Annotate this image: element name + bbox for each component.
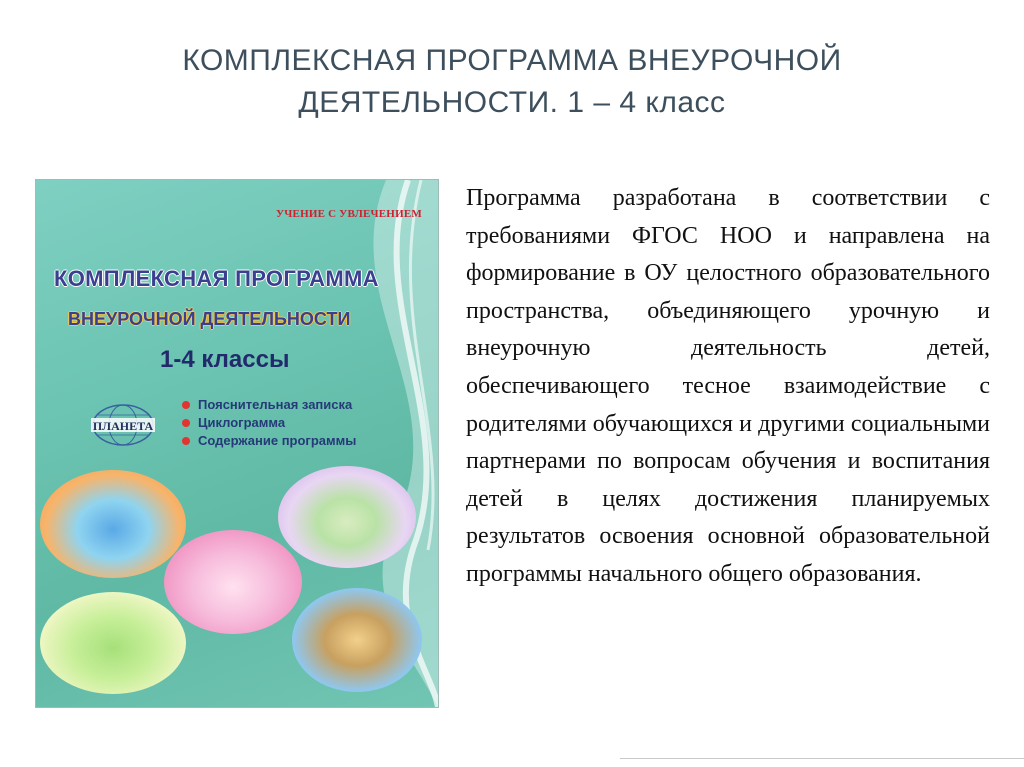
slide-title-line-2: ДЕЯТЕЛЬНОСТИ. 1 – 4 класс — [298, 86, 726, 119]
publisher-name: ПЛАНЕТА — [92, 419, 154, 433]
illustration-globe-children — [40, 470, 186, 578]
cover-series-label: УЧЕНИЕ С УВЛЕЧЕНИЕМ — [276, 208, 422, 220]
cover-bullet-text: Пояснительная записка — [198, 397, 353, 412]
slide-title — [60, 40, 964, 124]
cover-bullet-list — [182, 396, 356, 450]
cover-bullet-item — [182, 414, 356, 432]
footer-rule — [620, 758, 1024, 759]
book-cover-image — [36, 180, 438, 707]
cover-title-line-1: КОМПЛЕКСНАЯ ПРОГРАММА — [54, 266, 379, 291]
illustration-playground — [40, 592, 186, 694]
cover-bullet-text: Содержание программы — [198, 433, 357, 448]
illustration-library — [292, 588, 422, 692]
cover-bullet-text: Циклограмма — [198, 415, 286, 430]
bullet-dot-icon — [182, 437, 190, 445]
illustration-kids-walking — [278, 466, 416, 568]
publisher-logo — [83, 401, 163, 453]
cover-grades: 1-4 классы — [160, 346, 290, 373]
illustration-schoolchildren — [164, 530, 302, 634]
description-paragraph: Программа разработана в соответствии с требованиями ФГОС НОО и направлена на формирование в ОУ целостного образовательного пространства, объединяющего урочную и внеурочную деятельность детей, обеспечивающего тесное взаимодействие с родителями обучающихся и другими социальными партнерами по вопросам обучения и воспитания детей в целях достижения планируемых результатов освоения основной образовательной программы начального общего образования. — [466, 185, 990, 587]
cover-title-line-2: ВНЕУРОЧНОЙ ДЕЯТЕЛЬНОСТИ — [68, 309, 351, 329]
slide-title-line-1: КОМПЛЕКСНАЯ ПРОГРАММА ВНЕУРОЧНОЙ — [182, 44, 842, 77]
bullet-dot-icon — [182, 419, 190, 427]
bullet-dot-icon — [182, 401, 190, 409]
cover-bullet-item — [182, 396, 356, 414]
cover-bullet-item — [182, 432, 356, 450]
